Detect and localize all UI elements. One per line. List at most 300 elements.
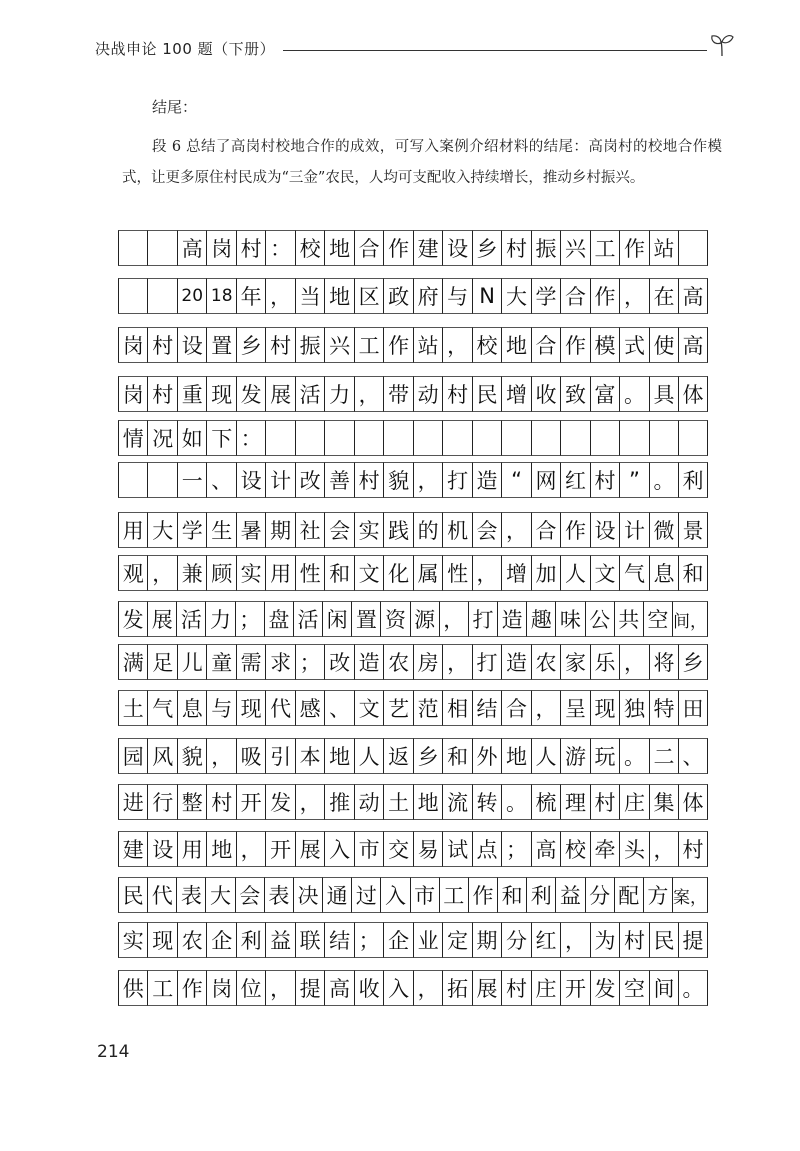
grid-cell: 。: [501, 784, 530, 820]
grid-cell: 游: [560, 738, 589, 774]
grid-row: [118, 738, 708, 774]
grid-cell: 满: [118, 644, 147, 680]
grid-cell: 现: [590, 690, 619, 726]
grid-cell: 转: [472, 784, 501, 820]
grid-row: [118, 644, 708, 680]
grid-cell: 景: [678, 512, 708, 548]
grid-cell: 力: [205, 601, 234, 637]
grid-cell: 求: [265, 644, 294, 680]
grid-cell: 代: [265, 690, 294, 726]
grid-cell: 人: [560, 555, 589, 591]
grid-cell: 村: [236, 230, 265, 266]
grid-cell: 展: [472, 970, 501, 1006]
grid-cell: 会: [324, 512, 353, 548]
grid-cell: 入: [380, 877, 409, 913]
grid-cell: ，: [439, 601, 468, 637]
grid-cell: 地: [206, 831, 235, 867]
grid-cell: 造: [501, 644, 530, 680]
grid-cell: 振: [295, 327, 324, 363]
grid-cell: ：: [265, 230, 294, 266]
grid-cell: 民: [649, 922, 678, 958]
grid-cell: 息: [177, 690, 206, 726]
grid-cell: N: [472, 278, 501, 314]
grid-cell: 和: [497, 877, 526, 913]
grid-cell: [118, 278, 147, 314]
grid-cell: 空: [643, 601, 672, 637]
grid-cell: 作: [560, 327, 589, 363]
grid-cell: 利: [526, 877, 555, 913]
grid-cell: 大: [147, 512, 176, 548]
grid-cell: 村: [265, 327, 294, 363]
grid-cell: 文: [354, 690, 383, 726]
grid-cell: 发: [118, 601, 147, 637]
grid-cell: [147, 230, 176, 266]
grid-cell: 共: [614, 601, 643, 637]
grid-cell: 岗: [206, 970, 235, 1006]
grid-cell: 力: [324, 376, 353, 412]
grid-row: [118, 462, 708, 498]
grid-cell: 展: [295, 831, 324, 867]
grid-cell: 益: [555, 877, 584, 913]
grid-cell: 政: [383, 278, 412, 314]
grid-cell: 高: [531, 831, 560, 867]
grid-cell: 工: [147, 970, 176, 1006]
grid-cell: 站: [649, 230, 678, 266]
grid-cell: 入: [324, 831, 353, 867]
grid-cell: 高: [324, 970, 353, 1006]
grid-cell: 集: [649, 784, 678, 820]
grid-cell: 配: [614, 877, 643, 913]
grid-cell: 市: [410, 877, 439, 913]
grid-cell: 返: [383, 738, 412, 774]
grid-cell: 气: [147, 690, 176, 726]
grid-cell: 加: [531, 555, 560, 591]
grid-cell: ；: [235, 601, 264, 637]
grid-cell: 合: [531, 327, 560, 363]
grid-cell: 计: [265, 462, 294, 498]
grid-cell: 息: [649, 555, 678, 591]
grid-cell: 兼: [177, 555, 206, 591]
grid-cell: 推: [324, 784, 353, 820]
grid-cell: 市: [354, 831, 383, 867]
grid-cell: 公: [585, 601, 614, 637]
grid-cell: 暑: [236, 512, 265, 548]
grid-row: [118, 922, 708, 958]
grid-cell: 红: [560, 462, 589, 498]
grid-cell: 整: [177, 784, 206, 820]
grid-cell: 式: [619, 327, 648, 363]
grid-cell: 实: [236, 555, 265, 591]
grid-cell: 结: [472, 690, 501, 726]
grid-cell: 造: [354, 644, 383, 680]
grid-cell: 相: [442, 690, 471, 726]
grid-cell: 收: [354, 970, 383, 1006]
grid-cell: ，: [442, 644, 471, 680]
grid-cell: 校: [560, 831, 589, 867]
grid-cell: 源: [410, 601, 439, 637]
grid-cell: 田: [678, 690, 708, 726]
grid-cell: 年: [236, 278, 265, 314]
grid-cell: 村: [501, 230, 530, 266]
grid-cell: 动: [354, 784, 383, 820]
grid-cell: 趣: [526, 601, 555, 637]
grid-cell: 展: [265, 376, 294, 412]
grid-cell: 和: [678, 555, 708, 591]
grid-cell: 性: [442, 555, 471, 591]
grid-cell: ，: [236, 831, 265, 867]
grid-row: [118, 831, 708, 867]
grid-cell: 高: [678, 327, 708, 363]
grid-row: [118, 877, 708, 913]
grid-cell: 重: [177, 376, 206, 412]
grid-cell: 期: [265, 512, 294, 548]
grid-cell: 村: [354, 462, 383, 498]
grid-cell: 梳: [531, 784, 560, 820]
grid-cell: 、: [324, 690, 353, 726]
grid-cell: 18: [206, 278, 235, 314]
grid-cell: 具: [649, 376, 678, 412]
grid-cell: 带: [383, 376, 412, 412]
grid-cell: 代: [147, 877, 176, 913]
grid-cell: 性: [295, 555, 324, 591]
grid-cell: [472, 420, 501, 456]
grid-cell: 呈: [560, 690, 589, 726]
grid-cell: 下: [206, 420, 235, 456]
grid-cell: 乡: [678, 644, 708, 680]
grid-cell: 村: [206, 784, 235, 820]
grid-cell: 村: [442, 376, 471, 412]
grid-cell: 。: [619, 376, 648, 412]
grid-cell: [147, 278, 176, 314]
grid-cell: ，: [619, 278, 648, 314]
grid-cell: 农: [531, 644, 560, 680]
grid-cell: ，: [501, 512, 530, 548]
grid-cell: 村: [147, 327, 176, 363]
grid-cell: [531, 420, 560, 456]
grid-cell: 学: [177, 512, 206, 548]
grid-cell: 益: [265, 922, 294, 958]
grid-cell: 作: [177, 970, 206, 1006]
grid-cell: ；: [501, 831, 530, 867]
grid-cell: ；: [354, 922, 383, 958]
grid-cell: 期: [472, 922, 501, 958]
grid-cell: 资: [380, 601, 409, 637]
grid-cell: 开: [236, 784, 265, 820]
grid-cell: 地: [324, 738, 353, 774]
grid-cell: 计: [619, 512, 648, 548]
grid-cell: 开: [560, 970, 589, 1006]
grid-cell: [118, 462, 147, 498]
grid-cell: 分: [585, 877, 614, 913]
grid-cell: 活: [295, 376, 324, 412]
grid-cell: 实: [354, 512, 383, 548]
grid-cell: 定: [442, 922, 471, 958]
grid-cell: 岗: [118, 327, 147, 363]
grid-cell: 需: [236, 644, 265, 680]
grid-cell: 体: [678, 376, 708, 412]
grid-cell: 岗: [118, 376, 147, 412]
grid-cell: [354, 420, 383, 456]
grid-cell: 红: [531, 922, 560, 958]
grid-cell: ，: [265, 278, 294, 314]
grid-cell: 空: [619, 970, 648, 1006]
grid-cell: 置: [206, 327, 235, 363]
grid-cell: “: [501, 462, 530, 498]
grid-cell: 微: [649, 512, 678, 548]
grid-cell: ，: [649, 831, 678, 867]
grid-cell: 发: [590, 970, 619, 1006]
grid-cell: 乡: [236, 327, 265, 363]
grid-cell: 貌: [383, 462, 412, 498]
grid-cell: 土: [118, 690, 147, 726]
grid-cell: 方: [643, 877, 672, 913]
grid-cell: 机: [442, 512, 471, 548]
grid-cell: 联: [295, 922, 324, 958]
grid-cell: 兴: [324, 327, 353, 363]
grid-cell: 村: [590, 462, 619, 498]
grid-cell: 文: [354, 555, 383, 591]
grid-cell: ，: [206, 738, 235, 774]
grid-row: [118, 970, 708, 1006]
grid-row: [118, 784, 708, 820]
grid-cell: 开: [265, 831, 294, 867]
grid-cell: 试: [442, 831, 471, 867]
grid-cell: 民: [118, 877, 147, 913]
grid-cell: 艺: [383, 690, 412, 726]
grid-cell: 况: [147, 420, 176, 456]
page-number: 214: [97, 1042, 130, 1062]
grid-cell: 农: [383, 644, 412, 680]
grid-cell: 展: [147, 601, 176, 637]
grid-cell: 岗: [206, 230, 235, 266]
grid-cell: 表: [264, 877, 293, 913]
grid-cell: 案，: [672, 877, 708, 913]
grid-cell: 工: [439, 877, 468, 913]
grid-cell: 过: [351, 877, 380, 913]
grid-cell: 利: [678, 462, 708, 498]
grid-cell: 合: [560, 278, 589, 314]
grid-cell: 高: [177, 230, 206, 266]
grid-cell: 理: [560, 784, 589, 820]
grid-cell: ，: [531, 690, 560, 726]
grid-cell: 建: [413, 230, 442, 266]
grid-cell: 大: [205, 877, 234, 913]
grid-cell: 房: [413, 644, 442, 680]
grid-cell: 体: [678, 784, 708, 820]
grid-cell: 作: [619, 230, 648, 266]
grid-cell: 。: [649, 462, 678, 498]
grid-cell: 乡: [413, 738, 442, 774]
grid-cell: 外: [472, 738, 501, 774]
grid-row: [118, 278, 708, 314]
grid-cell: 作: [590, 278, 619, 314]
grid-cell: [590, 420, 619, 456]
grid-cell: ，: [147, 555, 176, 591]
grid-row: [118, 327, 708, 363]
grid-cell: 人: [531, 738, 560, 774]
grid-cell: 的: [413, 512, 442, 548]
grid-cell: 村: [590, 784, 619, 820]
grid-cell: 地: [324, 278, 353, 314]
grid-cell: [118, 230, 147, 266]
grid-cell: 业: [413, 922, 442, 958]
grid-cell: 范: [413, 690, 442, 726]
grid-cell: 属: [413, 555, 442, 591]
grid-cell: 吸: [236, 738, 265, 774]
grid-cell: 乡: [472, 230, 501, 266]
grid-cell: [147, 462, 176, 498]
intro-paragraph: 段 6 总结了高岗村校地合作的成效，可写入案例介绍材料的结尾：高岗村的校地合作模式，让更多原住村民成为“三金”农民，人均可支配收入持续增长，推动乡村振兴。: [122, 139, 722, 186]
grid-cell: 高: [678, 278, 708, 314]
grid-cell: 增: [501, 555, 530, 591]
grid-cell: 二: [649, 738, 678, 774]
grid-cell: ；: [295, 644, 324, 680]
grid-cell: 顾: [206, 555, 235, 591]
grid-cell: 区: [354, 278, 383, 314]
grid-cell: [619, 420, 648, 456]
grid-cell: ，: [442, 327, 471, 363]
grid-cell: 入: [383, 970, 412, 1006]
grid-cell: ，: [295, 784, 324, 820]
grid-cell: 作: [468, 877, 497, 913]
grid-cell: [324, 420, 353, 456]
grid-cell: 当: [295, 278, 324, 314]
grid-cell: 企: [206, 922, 235, 958]
grid-cell: [501, 420, 530, 456]
grid-cell: 打: [472, 644, 501, 680]
header-rule: [283, 50, 707, 51]
grid-cell: 收: [531, 376, 560, 412]
grid-row: [118, 555, 708, 591]
grid-cell: ”: [619, 462, 648, 498]
grid-cell: 现: [206, 376, 235, 412]
grid-cell: 引: [265, 738, 294, 774]
grid-cell: 动: [413, 376, 442, 412]
grid-cell: 。: [678, 970, 708, 1006]
grid-cell: 。: [619, 738, 648, 774]
grid-cell: 模: [590, 327, 619, 363]
grid-cell: 地: [413, 784, 442, 820]
sprout-icon: [709, 33, 735, 57]
page-header: [95, 34, 735, 62]
grid-cell: 发: [236, 376, 265, 412]
grid-cell: 地: [324, 230, 353, 266]
grid-cell: 利: [236, 922, 265, 958]
grid-cell: 为: [590, 922, 619, 958]
grid-row: [118, 601, 708, 637]
grid-cell: 与: [442, 278, 471, 314]
grid-cell: 工: [590, 230, 619, 266]
grid-cell: 使: [649, 327, 678, 363]
grid-cell: ：: [236, 420, 265, 456]
grid-cell: 如: [177, 420, 206, 456]
grid-row: [118, 376, 708, 412]
grid-cell: 园: [118, 738, 147, 774]
grid-cell: 地: [501, 327, 530, 363]
grid-cell: 观: [118, 555, 147, 591]
grid-cell: 民: [472, 376, 501, 412]
grid-row: [118, 420, 708, 456]
grid-cell: 学: [531, 278, 560, 314]
grid-cell: 打: [442, 462, 471, 498]
grid-cell: 提: [295, 970, 324, 1006]
grid-cell: 风: [147, 738, 176, 774]
grid-cell: 村: [501, 970, 530, 1006]
grid-cell: 庄: [619, 784, 648, 820]
grid-cell: 盘: [264, 601, 293, 637]
grid-cell: 感: [295, 690, 324, 726]
grid-cell: 儿: [177, 644, 206, 680]
grid-cell: 企: [383, 922, 412, 958]
grid-cell: [442, 420, 471, 456]
grid-cell: 分: [501, 922, 530, 958]
grid-cell: 乐: [590, 644, 619, 680]
grid-cell: 供: [118, 970, 147, 1006]
grid-cell: 化: [383, 555, 412, 591]
grid-cell: 改: [324, 644, 353, 680]
grid-cell: 特: [649, 690, 678, 726]
grid-cell: 位: [236, 970, 265, 1006]
grid-cell: [678, 420, 708, 456]
grid-cell: 将: [649, 644, 678, 680]
grid-cell: 表: [176, 877, 205, 913]
grid-cell: 兴: [560, 230, 589, 266]
grid-cell: 网: [531, 462, 560, 498]
grid-cell: 会: [235, 877, 264, 913]
grid-cell: 20: [177, 278, 206, 314]
grid-cell: [649, 420, 678, 456]
grid-cell: 村: [147, 376, 176, 412]
grid-cell: 校: [295, 230, 324, 266]
grid-cell: 作: [383, 230, 412, 266]
grid-cell: 农: [177, 922, 206, 958]
grid-cell: 大: [501, 278, 530, 314]
grid-cell: 活: [293, 601, 322, 637]
grid-cell: 童: [206, 644, 235, 680]
grid-cell: ，: [265, 970, 294, 1006]
grid-cell: ，: [560, 922, 589, 958]
grid-cell: 通: [322, 877, 351, 913]
grid-cell: 会: [472, 512, 501, 548]
grid-cell: 和: [324, 555, 353, 591]
grid-cell: 间，: [672, 601, 708, 637]
grid-cell: 用: [118, 512, 147, 548]
grid-cell: 置: [351, 601, 380, 637]
grid-cell: 设: [177, 327, 206, 363]
grid-cell: 发: [265, 784, 294, 820]
grid-cell: 与: [206, 690, 235, 726]
grid-cell: ，: [354, 376, 383, 412]
grid-cell: 家: [560, 644, 589, 680]
grid-cell: 流: [442, 784, 471, 820]
grid-cell: 府: [413, 278, 442, 314]
grid-cell: 拓: [442, 970, 471, 1006]
grid-cell: 活: [176, 601, 205, 637]
grid-cell: 造: [497, 601, 526, 637]
grid-cell: 现: [147, 922, 176, 958]
grid-cell: 工: [354, 327, 383, 363]
grid-cell: 味: [555, 601, 584, 637]
grid-cell: 村: [619, 922, 648, 958]
grid-cell: 独: [619, 690, 648, 726]
grid-cell: 合: [501, 690, 530, 726]
grid-cell: 地: [501, 738, 530, 774]
grid-cell: 结: [324, 922, 353, 958]
grid-cell: 人: [354, 738, 383, 774]
grid-cell: 增: [501, 376, 530, 412]
grid-cell: 站: [413, 327, 442, 363]
grid-cell: 造: [472, 462, 501, 498]
